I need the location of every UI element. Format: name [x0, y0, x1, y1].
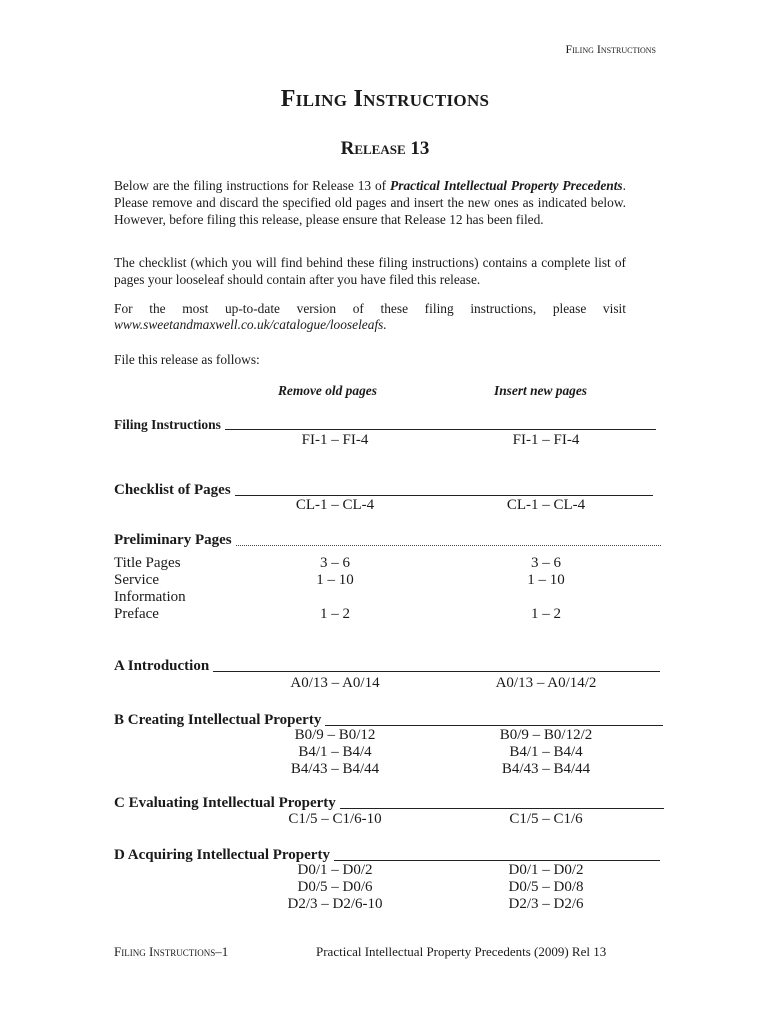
section-label: D Acquiring Intellectual Property	[114, 847, 330, 863]
page-range: 3 – 6	[531, 555, 561, 571]
insert-pages-filing-instructions	[476, 432, 616, 449]
page-range: 1 – 2	[531, 606, 561, 622]
page-range: D0/1 – D0/2	[508, 862, 584, 878]
page-range: CL-1 – CL-4	[506, 497, 586, 513]
remove-pages-filing-instructions	[270, 432, 400, 449]
running-header: Filing Instructions	[565, 42, 656, 56]
page-range: 1 – 10	[316, 572, 354, 588]
page-range: 1 – 2	[320, 606, 350, 622]
page-range: D2/3 – D2/6	[508, 896, 584, 912]
remove-column-heading: Remove old pages	[278, 383, 377, 398]
page-range: B0/9 – B0/12/2	[499, 727, 593, 743]
insert-pages-checklist	[476, 497, 616, 514]
catalogue-url: www.sweetandmaxwell.co.uk/catalogue/looseleafs.	[114, 317, 387, 332]
footer-page-number: Filing Instructions–1	[114, 944, 229, 959]
page-range: A0/13 – A0/14/2	[495, 675, 597, 691]
section-b-creating-ip	[114, 707, 663, 729]
intro-paragraph-3: For the most up-to-date version of these filing instructions, please visit	[114, 301, 626, 316]
subitem-label: Title Pages	[114, 555, 181, 571]
page-range: C1/5 – C1/6	[509, 811, 583, 827]
remove-pages-d	[270, 862, 400, 913]
page-range: CL-1 – CL-4	[295, 497, 375, 513]
intro-text: Below are the filing instructions for Release 13 of	[114, 178, 391, 193]
intro-paragraph-1	[114, 177, 626, 228]
page-range: FI-1 – FI-4	[301, 432, 369, 448]
section-c-evaluating-ip	[114, 790, 664, 812]
section-preliminary-pages	[114, 527, 661, 549]
section-filing-instructions	[114, 411, 656, 433]
section-label: Filing Instructions	[114, 417, 221, 432]
remove-pages-b	[270, 727, 400, 778]
remove-pages-checklist	[270, 497, 400, 514]
page-range: B4/43 – B4/44	[501, 761, 591, 777]
leader-rule	[340, 808, 664, 809]
leader-rule	[325, 725, 663, 726]
section-a-introduction	[114, 653, 660, 675]
section-label: B Creating Intellectual Property	[114, 712, 322, 728]
section-label: Checklist of Pages	[114, 482, 231, 498]
remove-pages-c	[270, 811, 400, 828]
insert-pages-d	[476, 862, 616, 913]
section-d-acquiring-ip	[114, 842, 660, 864]
leader-rule	[213, 671, 660, 672]
page-range	[270, 589, 400, 606]
subitem-label: Service	[114, 572, 159, 588]
subitem-label: Information	[114, 589, 186, 605]
section-label: Preliminary Pages	[114, 532, 232, 548]
page-range: A0/13 – A0/14	[290, 675, 380, 691]
section-label: C Evaluating Intellectual Property	[114, 795, 336, 811]
insert-pages-c	[476, 811, 616, 828]
leader-rule	[235, 495, 653, 496]
page-range: B4/43 – B4/44	[290, 761, 380, 777]
release-heading: Release 13	[340, 138, 430, 159]
intro-paragraph-2: The checklist (which you will find behind these filing instructions) contains a complete list of pages your looseleaf should contain after you have filed this release.	[114, 255, 626, 287]
intro-text: . Please remove and discard the specified old pages and insert the new ones as indicated below. However, before filing this release, please ensure that Release 12 has been filed.	[114, 178, 626, 227]
page-range: B4/1 – B4/4	[298, 744, 372, 760]
page-range: D2/3 – D2/6-10	[287, 896, 383, 912]
page-range: C1/5 – C1/6-10	[288, 811, 382, 827]
page-range	[476, 589, 616, 606]
leader-rule	[236, 545, 661, 546]
remove-pages-a	[270, 675, 400, 692]
section-checklist-of-pages	[114, 477, 653, 499]
page-range: FI-1 – FI-4	[512, 432, 580, 448]
insert-pages-preliminary	[476, 555, 616, 623]
footer-publication: Practical Intellectual Property Precedents (2009) Rel 13	[316, 944, 607, 959]
intro-paragraph-4: File this release as follows:	[114, 352, 260, 367]
insert-pages-b	[476, 727, 616, 778]
page-range: 3 – 6	[320, 555, 350, 571]
page-range: B0/9 – B0/12	[294, 727, 376, 743]
publication-title: Practical Intellectual Property Precedents	[390, 178, 623, 193]
leader-rule	[334, 860, 660, 861]
page-range: 1 – 10	[527, 572, 565, 588]
subitem-label: Preface	[114, 606, 159, 622]
leader-rule	[225, 429, 656, 430]
preliminary-subitem-labels	[114, 555, 186, 623]
section-label: A Introduction	[114, 658, 210, 674]
page-range: B4/1 – B4/4	[509, 744, 583, 760]
page-title: Filing Instructions	[280, 86, 490, 112]
page-range: D0/5 – D0/6	[297, 879, 373, 895]
remove-pages-preliminary	[270, 555, 400, 623]
page-range: D0/5 – D0/8	[508, 879, 584, 895]
insert-column-heading: Insert new pages	[494, 383, 588, 398]
insert-pages-a	[476, 675, 616, 692]
page-range: D0/1 – D0/2	[297, 862, 373, 878]
